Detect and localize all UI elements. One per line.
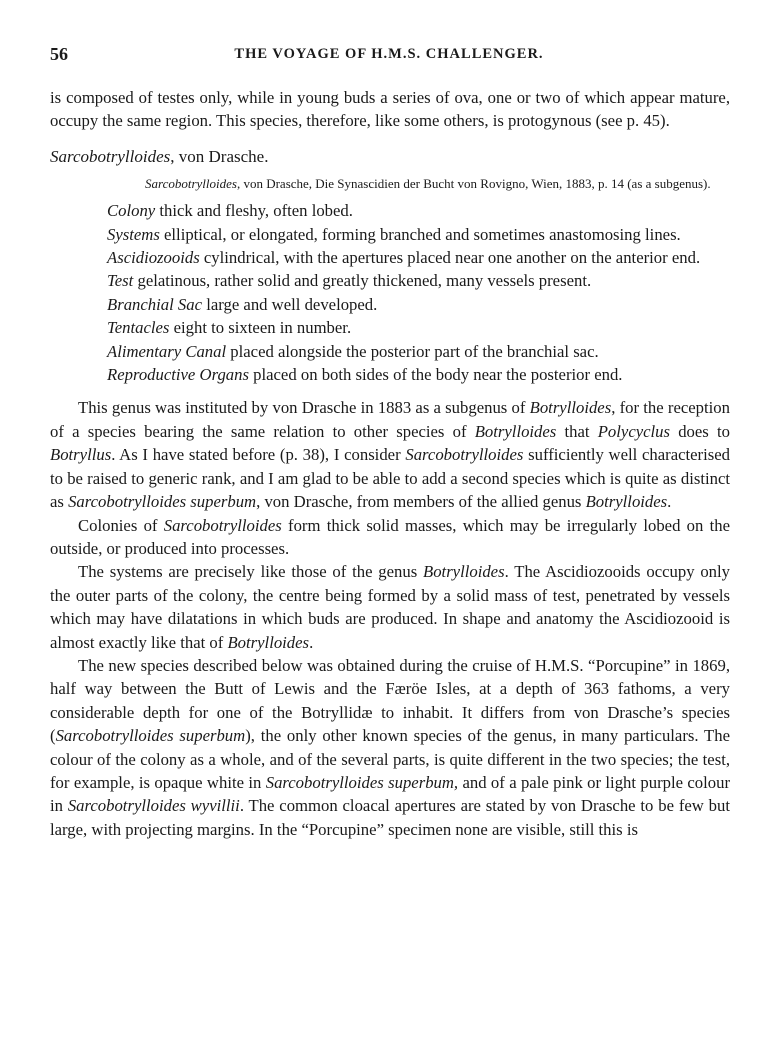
- genus-heading: [50, 145, 730, 168]
- page-number: 56: [50, 44, 68, 64]
- character-text: placed on both sides of the body near the posterior end.: [248, 365, 623, 385]
- genus-heading-name: Sarcobotrylloides: [50, 146, 171, 166]
- taxon-name: Botryllus: [50, 445, 112, 465]
- text-run: that: [556, 421, 598, 441]
- genus-heading-authority: , von Drasche.: [170, 146, 269, 166]
- text-run: . As I have stated before (p. 38), I consider: [111, 445, 406, 465]
- text-run: .: [667, 492, 672, 512]
- taxon-name: Botrylloides: [227, 632, 310, 652]
- character-ascidiozooids: [50, 246, 730, 269]
- paragraph-genus-history: [50, 396, 730, 513]
- page-header: [50, 44, 728, 68]
- taxon-name: Botrylloides: [585, 492, 668, 512]
- character-systems: [50, 223, 730, 246]
- text-run: . The Ascidiozooids occupy only the outer parts of the colony, the centre being formed by a solid mass of test, penetrated by vessels which may have dilatations in which buds are produced. In shape and anatomy the Ascidiozooid is almost exactly like that of: [50, 562, 730, 652]
- body-text: [50, 86, 730, 841]
- character-colony: [50, 199, 730, 222]
- citation-text: , von Drasche, Die Synascidien der Bucht von Rovigno, Wien, 1883, p. 14 (as a subgenus).: [236, 176, 711, 192]
- taxon-name: Polycyclus: [597, 421, 671, 441]
- taxon-name: Sarcobotrylloides: [405, 445, 524, 465]
- taxon-name: Sarcobotrylloides superbum,: [265, 772, 459, 792]
- character-alimentary-canal: [50, 340, 730, 363]
- character-text: thick and fleshy, often lobed.: [155, 201, 353, 221]
- character-term: Alimentary Canal: [107, 341, 227, 361]
- character-test: [50, 269, 730, 292]
- taxon-name: Botrylloides: [423, 562, 505, 582]
- text-run: Colonies of: [78, 515, 164, 535]
- character-text: gelatinous, rather solid and greatly thickened, many vessels present.: [133, 271, 592, 291]
- character-text: placed alongside the posterior part of the branchial sac.: [226, 341, 599, 361]
- character-term: Branchial Sac: [107, 294, 203, 314]
- taxon-name: Sarcobotrylloides superbum: [55, 726, 246, 746]
- character-term: Test: [107, 271, 134, 291]
- taxon-name: Botrylloides: [474, 421, 557, 441]
- text-run: , for the reception of a species bearing the same relation to other species of: [50, 398, 730, 441]
- paragraph-colonies: [50, 514, 730, 561]
- character-text: large and well developed.: [202, 294, 378, 314]
- text-run: . The common cloacal apertures are stated by von Drasche to be few but large, with projecting margins. In the “Porcupine” specimen none are visible, still this is: [50, 796, 730, 839]
- text-run: , von Drasche, from members of the allied genus: [256, 492, 586, 512]
- genus-citation: [50, 174, 730, 193]
- character-text: eight to sixteen in number.: [169, 318, 352, 338]
- genus-characters-list: [50, 199, 730, 386]
- text-run: sufficiently well characterised to be raised to generic rank, and I am glad to be able to add a second species which is quite as distinct as: [50, 445, 730, 512]
- character-text: elliptical, or elongated, forming branched and sometimes anastomosing lines.: [159, 224, 681, 244]
- taxon-name: Sarcobotrylloides superbum: [68, 492, 257, 512]
- character-tentacles: [50, 316, 730, 339]
- character-text: cylindrical, with the apertures placed near one another on the anterior end.: [199, 248, 701, 268]
- citation-genus-name: Sarcobotrylloides: [145, 176, 237, 192]
- paragraph-new-species: [50, 654, 730, 841]
- text-run: The new species described below was obtained during the cruise of H.M.S. “Porcupine” in 1869, half way between the Butt of Lewis and the Færöe Isles, at a depth of 363 fathoms, a very considerable depth for one of the Botryllidæ to inhabit. It differs from von Drasche’s species (: [50, 655, 730, 746]
- text-run: The systems are precisely like those of the genus: [78, 562, 424, 582]
- text-run: form thick solid masses, which may be irregularly lobed on the outside, or produced into processes.: [50, 515, 730, 558]
- text-run: does to: [670, 421, 730, 441]
- intro-paragraph: is composed of testes only, while in young buds a series of ova, one or two of which appear mature, occupy the same region. This species, therefore, like some others, is protogynous (see p. 45).: [50, 88, 730, 131]
- paragraph-systems: [50, 560, 730, 654]
- text-run: and of a pale pink or light purple colour in: [50, 772, 731, 816]
- character-branchial-sac: [50, 293, 730, 316]
- character-reproductive-organs: [50, 363, 730, 386]
- character-term: Colony: [107, 201, 156, 221]
- character-term: Systems: [107, 224, 160, 244]
- taxon-name: Sarcobotrylloides wyvillii: [67, 796, 240, 816]
- character-term: Ascidiozooids: [107, 248, 200, 268]
- taxon-name: Botrylloides: [529, 398, 612, 418]
- running-title: THE VOYAGE OF H.M.S. CHALLENGER.: [234, 46, 544, 62]
- taxon-name: Sarcobotrylloides: [163, 515, 282, 535]
- text-run: This genus was instituted by von Drasche in 1883 as a subgenus of: [78, 398, 530, 418]
- character-term: Tentacles: [107, 318, 170, 338]
- text-run: ), the only other known species of the genus, in many particulars. The colour of the colony as a whole, and of the several parts, is quite different in the two species; the test, for example, is opaque white in: [50, 726, 730, 792]
- character-term: Reproductive Organs: [107, 365, 249, 385]
- text-run: .: [309, 632, 314, 652]
